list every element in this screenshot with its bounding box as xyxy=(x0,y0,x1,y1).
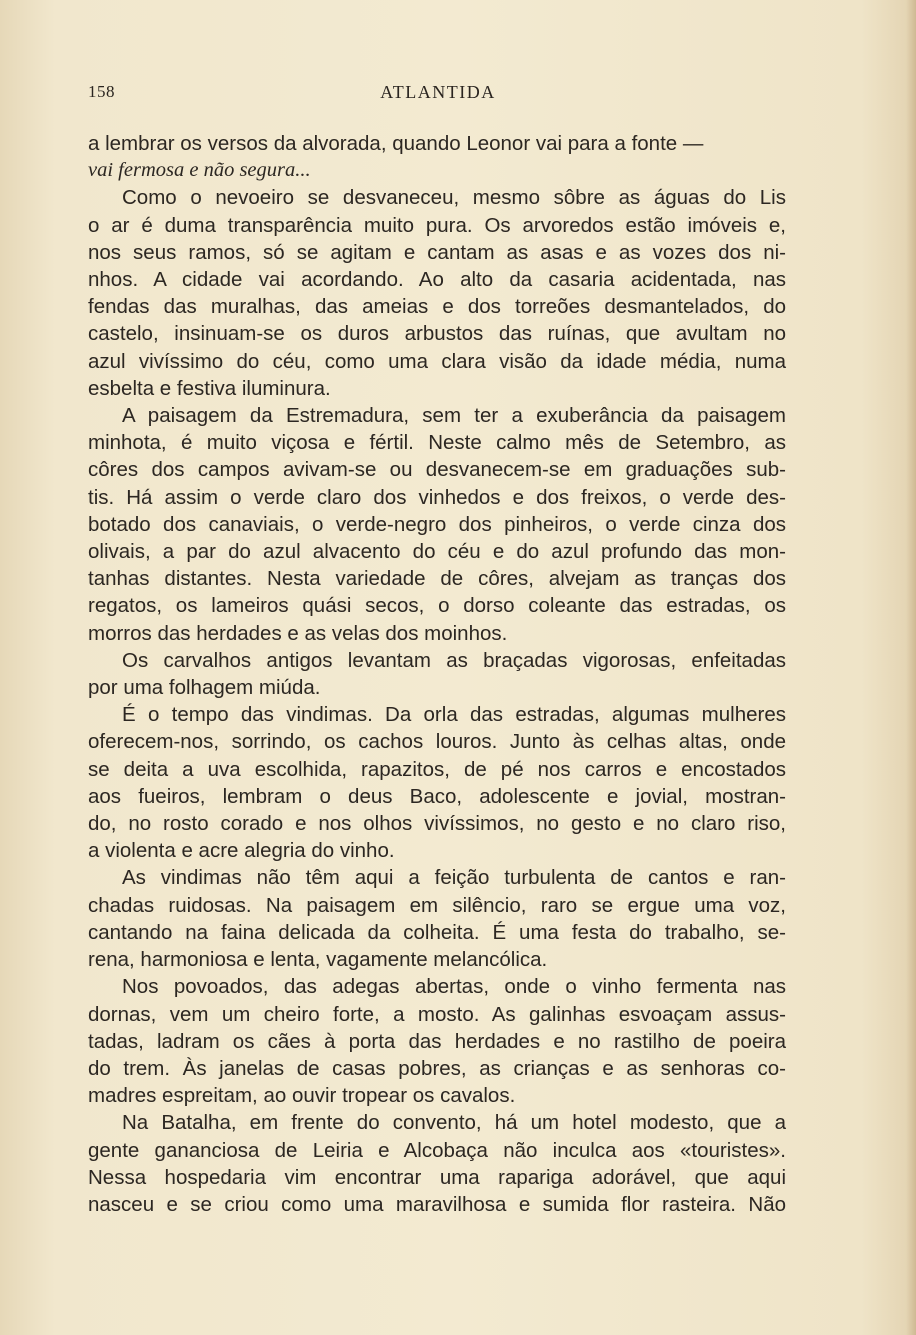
text-line: vai fermosa e não segura... xyxy=(88,159,311,182)
text-line: Nessa hospedaria vim encontrar uma rapariga adorável, que aqui xyxy=(88,1165,786,1189)
text-line: morros das herdades e as velas dos moinhos. xyxy=(88,621,508,645)
text-line: dornas, vem um cheiro forte, a mosto. As galinhas esvoaçam assus- xyxy=(88,1002,786,1026)
page-edge-shadow xyxy=(906,0,916,1335)
text-line: tis. Há assim o verde claro dos vinhedos e dos freixos, o verde des- xyxy=(88,485,786,509)
text-line: Nos povoados, das adegas abertas, onde o vinho fermenta nas xyxy=(122,975,786,999)
paragraph xyxy=(88,1109,786,1218)
paragraph xyxy=(88,864,786,973)
text-line: Como o nevoeiro se desvaneceu, mesmo sôbre as águas do Lis xyxy=(122,186,786,210)
text-line: castelo, insinuam-se os duros arbustos das ruínas, que avultam no xyxy=(88,322,786,346)
text-line: madres espreitam, ao ouvir tropear os cavalos. xyxy=(88,1084,516,1108)
paragraph xyxy=(88,157,786,184)
text-line: do, no rosto corado e nos olhos vivíssimos, no gesto e no claro riso, xyxy=(88,812,786,836)
text-line: a violenta e acre alegria do vinho. xyxy=(88,839,395,863)
text-line: olivais, a par do azul alvacento do céu e do azul profundo das mon- xyxy=(88,540,786,564)
text-line: aos fueiros, lembram o deus Baco, adolescente e jovial, mostran- xyxy=(88,784,786,808)
running-head: ATLANTIDA xyxy=(380,82,496,102)
text-line: regatos, os lameiros quási secos, o dorso coleante das estradas, os xyxy=(88,594,786,618)
paragraph xyxy=(88,973,786,1109)
text-line: rena, harmoniosa e lenta, vagamente melancólica. xyxy=(88,948,548,972)
paragraph xyxy=(88,184,786,402)
text-line: Os carvalhos antigos levantam as braçadas vigorosas, enfeitadas xyxy=(122,648,786,672)
text-line: azul vivíssimo do céu, como uma clara visão da idade média, numa xyxy=(88,349,786,373)
text-line: cantando na faina delicada da colheita. É uma festa do trabalho, se- xyxy=(88,920,786,944)
body-text xyxy=(88,130,786,1218)
text-line: por uma folhagem miúda. xyxy=(88,676,321,700)
text-line: Na Batalha, em frente do convento, há um hotel modesto, que a xyxy=(122,1111,786,1135)
text-line: côres dos campos avivam-se ou desvanecem-se em graduações sub- xyxy=(88,458,786,482)
text-line: chadas ruidosas. Na paisagem em silêncio, raro se ergue uma voz, xyxy=(88,893,786,917)
text-line: tadas, ladram os cães à porta das herdades e no rastilho de poeira xyxy=(88,1029,786,1053)
text-line: a lembrar os versos da alvorada, quando Leonor vai para a fonte — xyxy=(88,132,704,155)
text-line: As vindimas não têm aqui a feição turbulenta de cantos e ran- xyxy=(122,866,786,890)
text-line: se deita a uva escolhida, rapazitos, de pé nos carros e encostados xyxy=(88,757,786,781)
page-header xyxy=(88,82,788,112)
text-line: A paisagem da Estremadura, sem ter a exuberância da paisagem xyxy=(122,404,786,428)
text-line: do trem. Às janelas de casas pobres, as crianças e as senhoras co- xyxy=(88,1056,786,1080)
text-line: fendas das muralhas, das ameias e dos torreões desmantelados, do xyxy=(88,295,786,319)
page-number: 158 xyxy=(88,82,115,101)
text-line: nasceu e se criou como uma maravilhosa e sumida flor rasteira. Não xyxy=(88,1192,786,1216)
paragraph xyxy=(88,701,786,864)
text-line: botado dos canaviais, o verde-negro dos pinheiros, o verde cinza dos xyxy=(88,512,786,536)
text-line: esbelta e festiva iluminura. xyxy=(88,376,331,400)
text-line: nhos. A cidade vai acordando. Ao alto da casaria acidentada, nas xyxy=(88,268,786,292)
paragraph xyxy=(88,402,786,647)
text-line: oferecem-nos, sorrindo, os cachos louros. Junto às celhas altas, onde xyxy=(88,730,786,754)
text-line: minhota, é muito viçosa e fértil. Neste calmo mês de Setembro, as xyxy=(88,431,786,455)
text-line: gente gananciosa de Leiria e Alcobaça não inculca aos «touristes». xyxy=(88,1138,786,1162)
text-line: o ar é duma transparência muito pura. Os arvoredos estão imóveis e, xyxy=(88,213,786,237)
paragraph xyxy=(88,130,786,157)
text-line: nos seus ramos, só se agitam e cantam as asas e as vozes dos ni- xyxy=(88,240,786,264)
paragraph xyxy=(88,647,786,701)
text-line: É o tempo das vindimas. Da orla das estradas, algumas mulheres xyxy=(122,703,786,727)
text-line: tanhas distantes. Nesta variedade de côres, alvejam as tranças dos xyxy=(88,567,786,591)
